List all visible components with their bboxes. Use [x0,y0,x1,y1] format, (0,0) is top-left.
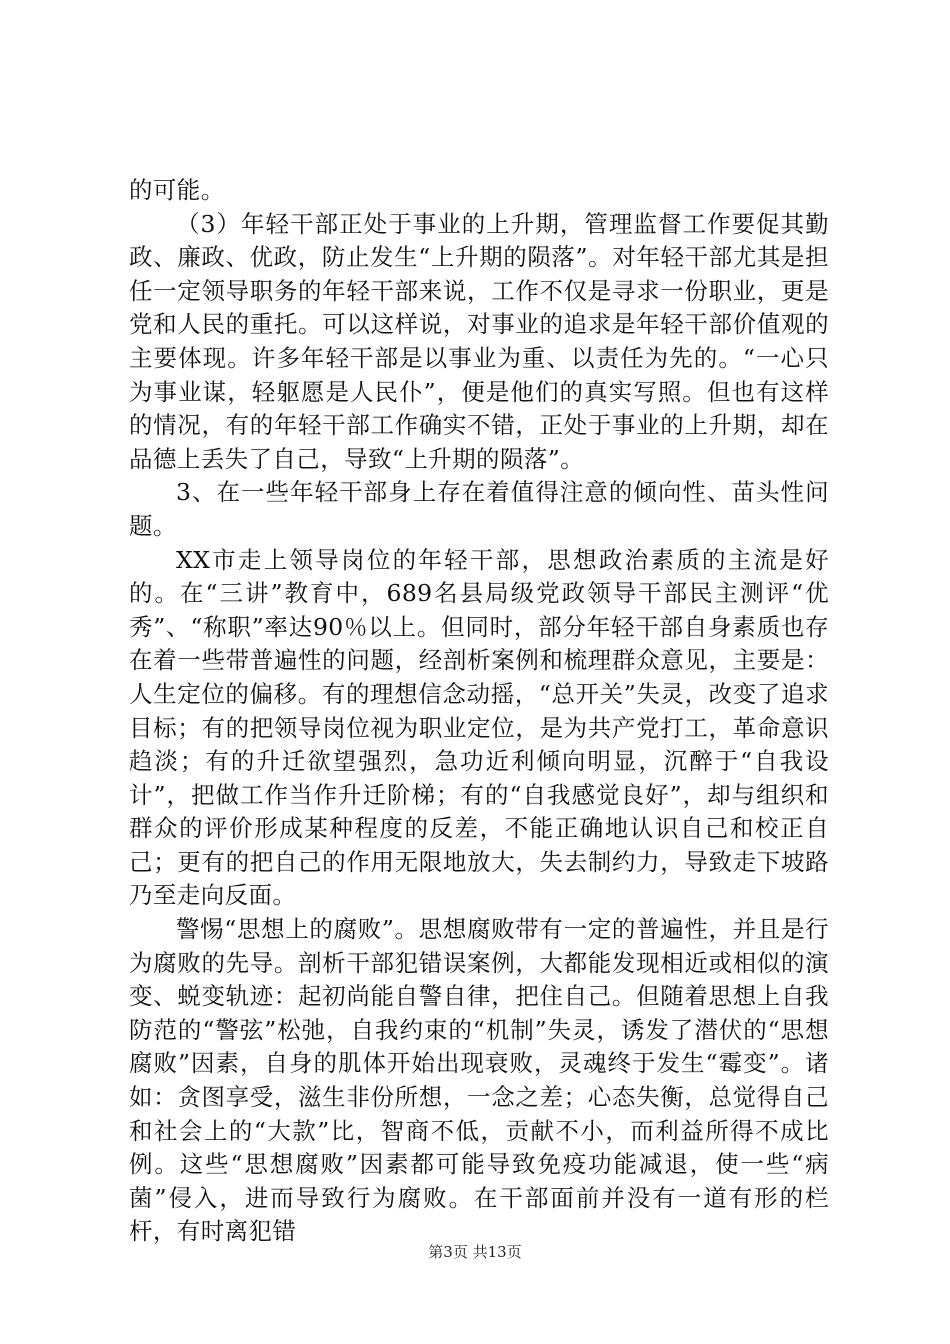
paragraph-continuation: 的可能。 [129,176,225,204]
document-body [129,174,829,1249]
paragraph-rising-period: （3）年轻干部正处于事业的上升期，管理监督工作要促其勤政、廉政、优政，防止发生“上升期的陨落”。对年轻干部尤其是担任一定领导职务的年轻干部来说，工作不仅是寻求一份职业，更是党和人民的重托。可以这样说，对事业的追求是年轻干部价值观的主要体现。许多年轻干部是以事业为重、以责任为先的。“一心只为事业谋，轻躯愿是人民仆”，便是他们的真实写照。但也有这样的情况，有的年轻干部工作确实不错，正处于事业的上升期，却在品德上丢失了自己，导致“上升期的陨落”。 [129,209,829,473]
paragraph-ideological-corruption: 警惕“思想上的腐败”。思想腐败带有一定的普遍性，并且是行为腐败的先导。剖析干部犯错误案例，大都能发现相近或相似的演变、蜕变轨迹：起初尚能自警自律，把住自己。但随着思想上自我防范的“警弦”松弛，自我约束的“机制”失灵，诱发了潜伏的“思想腐败”因素，自身的肌体开始出现衰败，灵魂终于发生“霉变”。诸如：贪图享受，滋生非份所想，一念之差；心态失衡，总觉得自己和社会上的“大款”比，智商不低，贡献不小，而利益所得不成比例。这些“思想腐败”因素都可能导致免疫功能减退，使一些“病菌”侵入，进而导致行为腐败。在干部面前并没有一道有形的栏杆，有时离犯错 [129,915,829,1246]
page-footer: 第3页 共13页 [428,1243,522,1261]
paragraph-xx-city: XX市走上领导岗位的年轻干部，思想政治素质的主流是好的。在“三讲”教育中，689名县局级党政领导干部民主测评“优秀”、“称职”率达90％以上。但同时，部分年轻干部自身素质也存在着一些带普遍性的问题，经剖析案例和梳理群众意见，主要是：人生定位的偏移。有的理想信念动摇，“总开关”失灵，改变了追求目标；有的把领导岗位视为职业定位，是为共产党打工，革命意识趋淡；有的升迁欲望强烈，急功近利倾向明显，沉醉于“自我设计”，把做工作当作升迁阶梯；有的“自我感觉良好”，却与组织和群众的评价形成某种程度的反差，不能正确地认识自己和校正自己；更有的把自己的作用无限地放大，失去制约力，导致走下坡路乃至走向反面。 [129,545,829,910]
paragraph-section-heading: 3、在一些年轻干部身上存在着值得注意的倾向性、苗头性问题。 [129,478,829,540]
